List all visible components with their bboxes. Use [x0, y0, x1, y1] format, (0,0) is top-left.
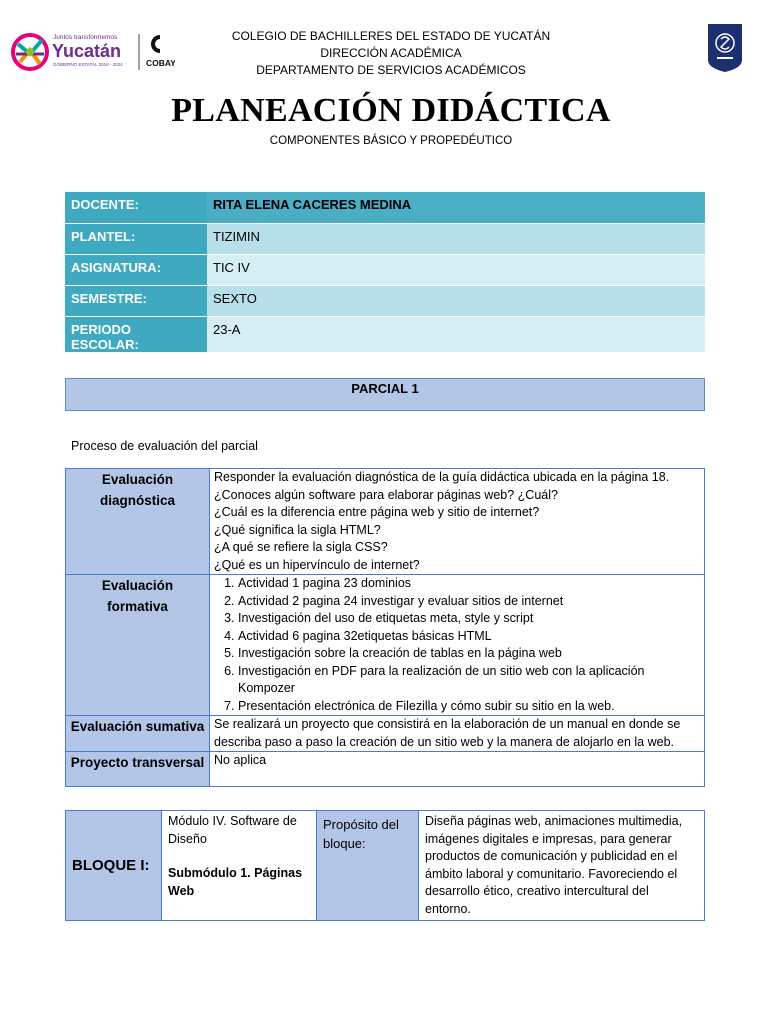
info-row-asignatura — [65, 254, 705, 285]
page-title: PLANEACIÓN DIDÁCTICA — [171, 92, 611, 129]
info-row-docente — [65, 192, 705, 223]
page-subtitle: COMPONENTES BÁSICO Y PROPEDÉUTICO — [269, 135, 513, 147]
bloque-modulo: Módulo IV. Software de Diseño — [168, 814, 297, 846]
info-value: TIC IV — [207, 254, 705, 285]
info-row-semestre — [65, 285, 705, 316]
eval-content-diagnostica — [210, 469, 705, 575]
info-value: 23-A — [207, 316, 705, 352]
diagnostica-line: ¿A qué se refiere la sigla CSS? — [214, 540, 388, 554]
info-label: DOCENTE: — [65, 192, 207, 223]
diagnostica-line: ¿Qué es un hipervínculo de internet? — [214, 557, 420, 572]
eval-row-sumativa — [66, 716, 705, 752]
bloque-proposito-text: Diseña páginas web, animaciones multimedia, imágenes digitales e impresas, para generar productos de comunicación y publicidad en el ámbito laboral y comunitario. Favoreciendo el desarrollo ético, creativo intercultural del entorno. — [419, 811, 705, 921]
direction-name: DIRECCIÓN ACADÉMICA — [320, 46, 462, 60]
bloque-submodulo: Submódulo 1. Páginas Web — [168, 866, 303, 898]
bloque-modulo-cell — [162, 811, 317, 921]
list-item: 3. Investigación del uso de etiquetas meta, style y script — [238, 610, 700, 628]
eval-row-diagnostica — [66, 469, 705, 575]
eval-label-transversal: Proyecto transversal — [66, 752, 210, 787]
logo-left-line2: Yucatán — [52, 41, 122, 61]
teacher-info-table — [65, 192, 705, 353]
info-value: RITA ELENA CACERES MEDINA — [207, 192, 705, 223]
logo-left-line1: Juntos transformemos — [53, 34, 118, 41]
evaluation-table — [65, 468, 705, 787]
institution-header — [0, 28, 768, 79]
list-item: 4. Actividad 6 pagina 32etiquetas básicas HTML — [238, 628, 700, 646]
bloque-proposito-label: Propósito del bloque: — [317, 811, 419, 921]
list-item: 1. Actividad 1 pagina 23 dominios — [238, 575, 700, 593]
proceso-label: Proceso de evaluación del parcial — [71, 439, 258, 453]
department-name: DEPARTAMENTO DE SERVICIOS ACADÉMICOS — [256, 63, 526, 77]
diagnostica-line: ¿Cuál es la diferencia entre página web y sitio de internet? — [214, 505, 540, 519]
formativa-list — [214, 575, 700, 715]
eval-content-sumativa: Se realizará un proyecto que consistirá en la elaboración de un manual en donde se describa paso a paso la creación de un sitio web y la manera de alojarlo en la web. — [210, 716, 705, 752]
info-label: SEMESTRE: — [65, 285, 207, 316]
eval-row-transversal — [66, 752, 705, 787]
parcial-heading: PARCIAL 1 — [65, 378, 705, 411]
institution-name: COLEGIO DE BACHILLERES DEL ESTADO DE YUCATÁN — [231, 29, 551, 43]
info-label: ASIGNATURA: — [65, 254, 207, 285]
eval-row-formativa — [66, 575, 705, 716]
diagnostica-line: Responder la evaluación diagnóstica de la guía didáctica ubicada en la página 18. — [214, 470, 670, 484]
bloque-row — [66, 811, 705, 921]
diagnostica-line: ¿Qué significa la sigla HTML? — [214, 522, 381, 537]
list-item: 6. Investigación en PDF para la realización de un sitio web con la aplicación Kompozer — [238, 663, 700, 698]
info-label: PERIODO ESCOLAR: — [65, 316, 207, 352]
list-item: 7. Presentación electrónica de Filezilla y cómo subir su sitio en la web. — [238, 698, 700, 716]
eval-label-diagnostica: Evaluación diagnóstica — [66, 469, 210, 575]
info-label: PLANTEL: — [65, 223, 207, 254]
diagnostica-line: ¿Conoces algún software para elaborar páginas web? ¿Cuál? — [214, 487, 558, 502]
bloque-label: BLOQUE I: — [66, 811, 162, 921]
list-item: 5. Investigación sobre la creación de tablas en la página web — [238, 645, 700, 663]
info-row-periodo — [65, 316, 705, 352]
info-value: SEXTO — [207, 285, 705, 316]
eval-label-formativa: Evaluación formativa — [66, 575, 210, 716]
bloque-table — [65, 810, 705, 921]
logo-left-line3: GOBIERNO ESTATAL 2018 - 2024 — [53, 62, 123, 67]
eval-content-transversal: No aplica — [210, 752, 705, 787]
eval-content-formativa — [210, 575, 705, 716]
eval-label-sumativa: Evaluación sumativa — [66, 716, 210, 752]
info-row-plantel — [65, 223, 705, 254]
list-item: 2. Actividad 2 pagina 24 investigar y evaluar sitios de internet — [238, 593, 700, 611]
logo-cobay-text: COBAY — [146, 58, 175, 68]
info-value: TIZIMIN — [207, 223, 705, 254]
